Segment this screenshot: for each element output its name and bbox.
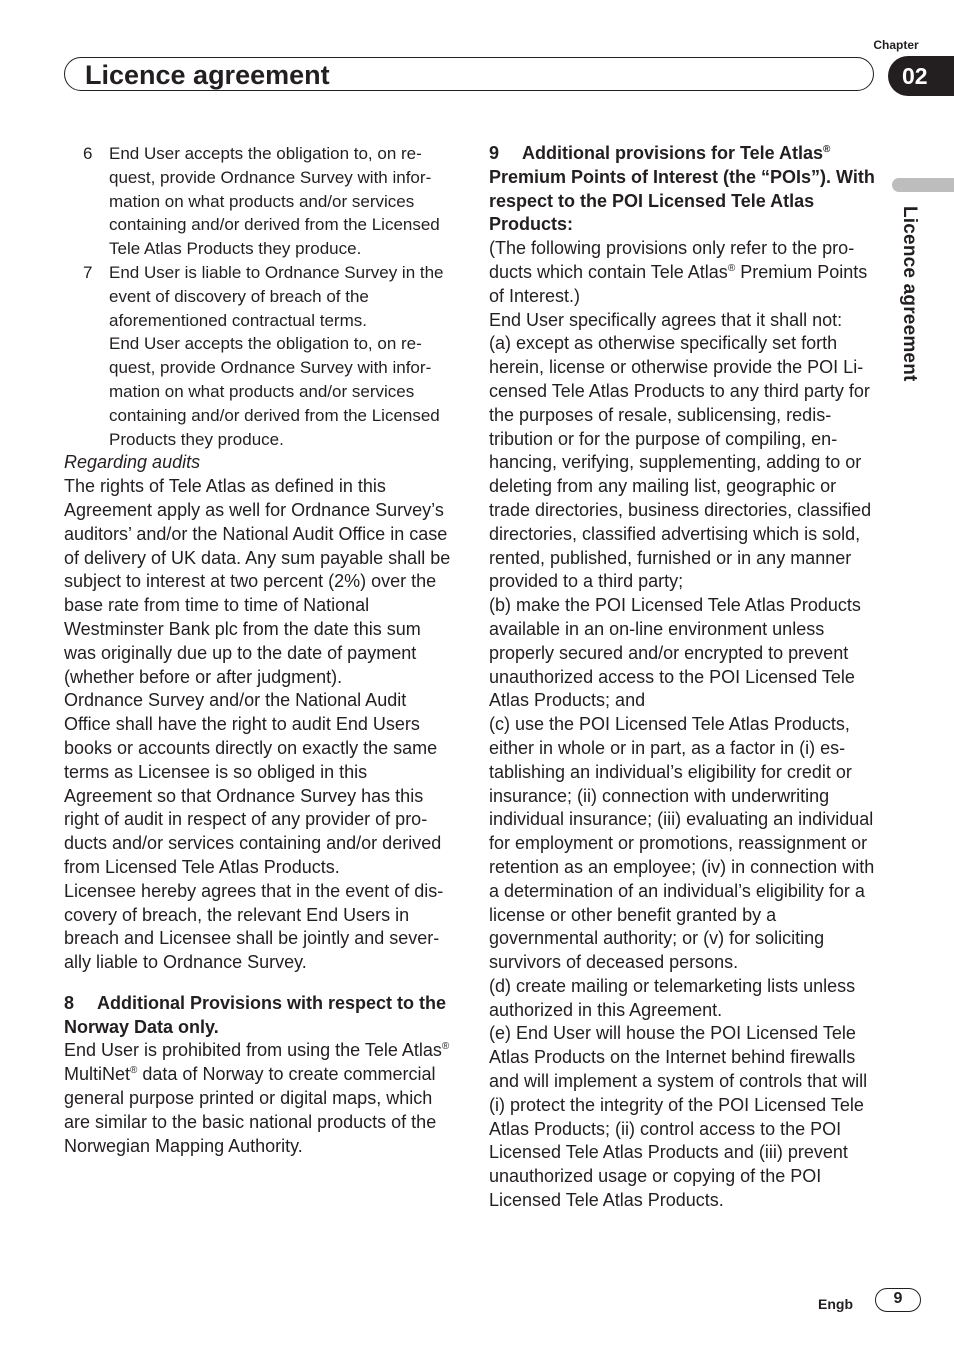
section-number: 9 [489, 143, 500, 163]
text-run: Premium Points of Interest.) [489, 261, 868, 306]
audits-paragraph-1: The rights of Tele Atlas as defined in this Agreement apply as well for Ordnance Survey’s auditors’ and/or the National Audit Office in case of delivery of UK data. Any sum payable shall be subject to interest at two percent (2%) over the base rate from time to time of National Westminster Bank plc from the date this sum was originally due up to the date of payment (whether before or after judgment). [64, 476, 451, 687]
section-title: Additional Provisions with respect to the Norway Data only. [64, 992, 447, 1037]
registered-mark: ® [727, 262, 736, 274]
section-8-text [64, 1039, 456, 1158]
registered-mark: ® [441, 1041, 450, 1053]
clause-a: (a) except as otherwise specifically set forth herein, license or otherwise provide the POI Licensed Tele Atlas Products to any third party for the purposes of resale, sublicensing, redistribution or for the purpose of compiling, enhancing, verifying, supplementing, adding to or deleting from any mailing list, geographic or trade directories, business directories, classified directories, classified advertising which is sold, rented, published, furnished or in any manner provided to a third party; [489, 333, 872, 592]
section-9-heading [489, 142, 879, 237]
section-number: 8 [64, 992, 75, 1013]
intro-paragraph [489, 237, 879, 308]
section-8-heading [64, 992, 456, 1040]
title-bar [64, 57, 874, 91]
section-title: Additional provisions for Tele Atlas [522, 143, 824, 163]
clause-e: (e) End User will house the POI Licensed Tele Atlas Products on the Internet behind firewalls and will implement a system of controls that will (i) protect the integrity of the POI Licensed Tele Atlas Products; (ii) control access to the POI Licensed Tele Atlas Products and (iii) prevent unauthorized usage or copying of the POI Licensed Tele Atlas Products. [489, 1023, 868, 1211]
side-tab-marker [892, 178, 954, 192]
list-item-7-continued: End User accepts the obligation to, on request, provide Ordnance Survey with information on what products and/or services containing and/or derived from the Licensed Products they produce. [109, 334, 440, 449]
list-item-6 [64, 142, 456, 261]
list-item-number: 6 [83, 144, 93, 163]
side-title: Licence agreement [899, 206, 920, 382]
audits-paragraph-3: Licensee hereby agrees that in the event of discovery of breach, the relevant End Users in breach and Licensee shall be jointly and severally liable to Ordnance Survey. [64, 880, 444, 973]
text-run: End User is prohibited from using the Tele Atlas [64, 1040, 442, 1061]
clause-d: (d) create mailing or telemarketing lists unless authorized in this Agreement. [489, 975, 856, 1020]
list-item-text: End User accepts the obligation to, on request, provide Ordnance Survey with information on what products and/or services containing and/or derived from the Licensed Tele Atlas Products they produce. [109, 144, 440, 259]
page-title: Licence agreement [85, 60, 330, 90]
chapter-label: Chapter [873, 38, 919, 52]
list-item-number: 7 [83, 262, 93, 282]
agree-paragraph: End User specifically agrees that it shall not: [489, 309, 843, 330]
clause-c: (c) use the POI Licensed Tele Atlas Products, either in whole or in part, as a factor in (i) establishing an individual’s eligibility for credit or insurance; (ii) connection with underwriting individual insurance; (iii) evaluating an individual for employment or promotions, reassignment or retention as an employee; (iv) in connection with a determination of an individual’s eligibility for a license or other benefit granted by a governmental authority; or (v) for soliciting survivors of deceased persons. [489, 714, 875, 973]
registered-mark: ® [130, 1065, 138, 1077]
list-item-text: End User is liable to Ordnance Survey in the event of discovery of breach of the aforementioned contractual terms. [109, 262, 444, 330]
list-item-7 [64, 261, 456, 332]
registered-mark: ® [823, 144, 831, 155]
section-title-cont: Premium Points of Interest (the “POIs”). With respect to the POI Licensed Tele Atlas Products: [489, 166, 875, 235]
left-column [64, 142, 456, 1158]
spacer [64, 975, 456, 992]
audits-heading: Regarding audits [64, 452, 201, 473]
text-run: MultiNet [64, 1064, 131, 1085]
footer-language: Engb [818, 1296, 853, 1312]
page-number: 9 [875, 1288, 921, 1312]
text-run: (The following provisions only refer to the products which contain Tele Atlas [489, 238, 855, 282]
chapter-badge: 02 [888, 56, 954, 96]
audits-paragraph-2: Ordnance Survey and/or the National Audit Office shall have the right to audit End Users books or accounts directly on exactly the same terms as Licensee is so obliged in this Agreement so that Ordnance Survey has this right of audit in respect of any provider of products and/or services containing and/or derived from Licensed Tele Atlas Products. [64, 690, 442, 877]
right-column [489, 142, 879, 1213]
clause-b: (b) make the POI Licensed Tele Atlas Products available in an on-line environment unless properly secured and/or encrypted to prevent unauthorized access to the POI Licensed Tele Atlas Products; and [489, 595, 861, 711]
text-run: data of Norway to create commercial general purpose printed or digital maps, which are similar to the basic national products of the Norwegian Mapping Authority. [64, 1064, 437, 1156]
